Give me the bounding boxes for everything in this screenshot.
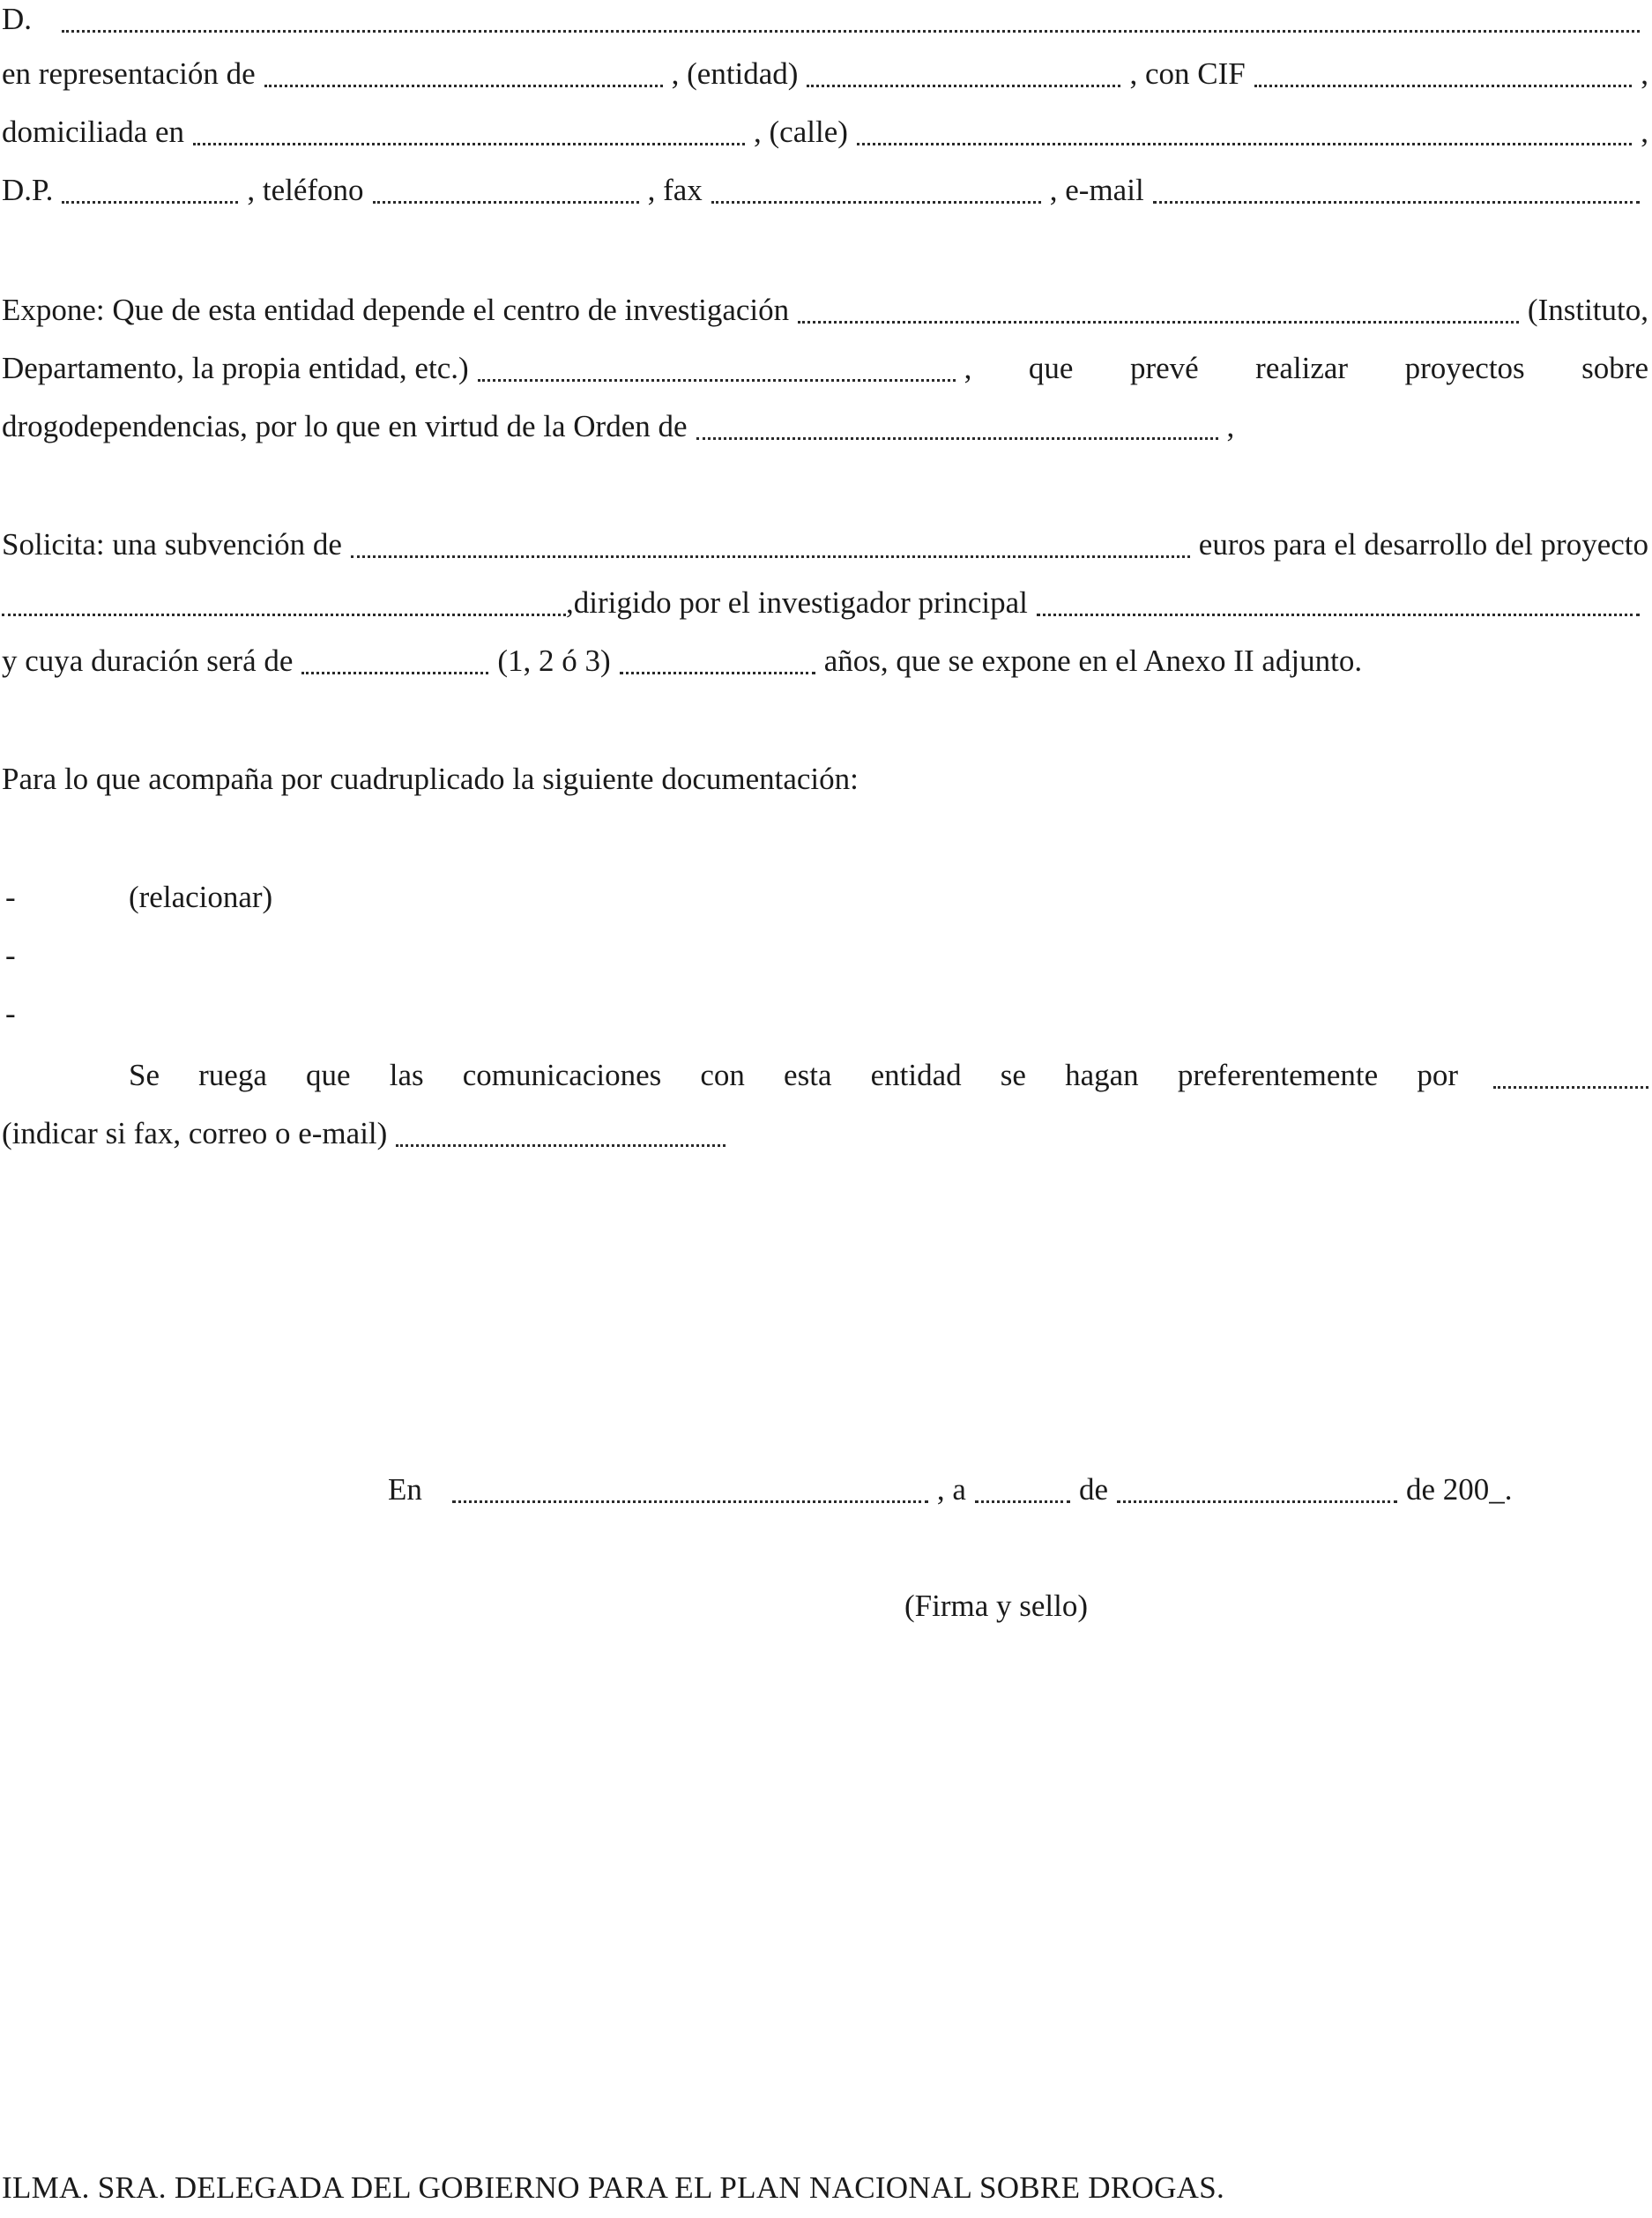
expone-line-1 xyxy=(2,291,1648,330)
date-de-label: de xyxy=(1078,1472,1108,1507)
representation-line xyxy=(2,55,1648,93)
documentation-item xyxy=(5,994,129,1033)
expone-text: Expone: Que de esta entidad depende el centro de investigación xyxy=(2,293,790,327)
address-line xyxy=(2,113,1648,152)
solicita-line-2 xyxy=(2,584,1648,622)
documentation-intro xyxy=(2,760,1648,799)
comunicaciones-line-2 xyxy=(2,1114,734,1153)
bullet-dash: - xyxy=(5,938,16,972)
comunicaciones-text: Se ruega que las comunicaciones con esta entidad se hagan preferentemente por xyxy=(129,1058,1458,1092)
solicita-line-3 xyxy=(2,642,1362,681)
line-end-comma: , xyxy=(1641,56,1648,91)
street-field[interactable] xyxy=(857,130,1632,145)
principal-investigator-field[interactable] xyxy=(1037,601,1640,616)
preferred-contact-field[interactable] xyxy=(1493,1074,1648,1089)
fax-field[interactable] xyxy=(711,189,1041,204)
place-field[interactable] xyxy=(452,1488,928,1503)
fax-label: , fax xyxy=(647,173,703,207)
solicita-line-1 xyxy=(2,525,1648,564)
signature-line xyxy=(904,1587,1088,1626)
expone-line-3 xyxy=(2,407,1234,446)
email-field[interactable] xyxy=(1153,189,1640,204)
representation-field[interactable] xyxy=(264,72,663,87)
documentation-item xyxy=(5,936,129,975)
expone-orden: drogodependencias, por lo que en virtud de la Orden de xyxy=(2,409,688,443)
signature-label: (Firma y sello) xyxy=(904,1589,1089,1623)
phone-field[interactable] xyxy=(373,189,639,204)
solicita-duracion: y cuya duración será de xyxy=(2,644,294,678)
month-field[interactable] xyxy=(1117,1488,1397,1503)
order-field[interactable] xyxy=(696,425,1218,440)
street-label: , (calle) xyxy=(754,115,848,149)
domicile-label: domiciliada en xyxy=(2,115,185,149)
contact-line xyxy=(2,171,1648,210)
expone-proyectos: , que prevé realizar proyectos sobre xyxy=(964,351,1648,385)
department-field[interactable] xyxy=(478,367,956,382)
postal-code-label: D.P. xyxy=(2,173,54,207)
documentation-intro-text: Para lo que acompaña por cuadruplicado la siguiente documentación: xyxy=(2,762,859,796)
comunicaciones-line-1 xyxy=(129,1056,1648,1095)
expone-line-2 xyxy=(2,349,1648,388)
solicita-anexo: años, que se expone en el Anexo II adjunto. xyxy=(823,644,1363,678)
duration-field[interactable] xyxy=(301,659,488,674)
postal-code-field[interactable] xyxy=(62,189,238,204)
representation-label: en representación de xyxy=(2,56,256,91)
bullet-dash: - xyxy=(5,880,16,914)
solicita-euros: euros para el desarrollo del proyecto xyxy=(1198,527,1648,562)
date-year-label: de 200_. xyxy=(1405,1472,1513,1507)
solicita-opciones: (1, 2 ó 3) xyxy=(497,644,611,678)
solicita-text: Solicita: una subvención de xyxy=(2,527,342,562)
entity-field[interactable] xyxy=(807,72,1120,87)
project-name-field[interactable] xyxy=(2,601,566,616)
solicita-investigador: ,dirigido por el investigador principal xyxy=(566,585,1028,620)
phone-label: , teléfono xyxy=(247,173,364,207)
bullet-dash: - xyxy=(5,996,16,1031)
day-field[interactable] xyxy=(975,1488,1070,1503)
expone-instituto: (Instituto, xyxy=(1527,293,1648,327)
expone-departamento: Departamento, la propia entidad, etc.) xyxy=(2,351,469,385)
cif-label: , con CIF xyxy=(1129,56,1246,91)
applicant-name-label: D. xyxy=(2,2,33,36)
email-label: , e-mail xyxy=(1049,173,1144,207)
expone-end-comma: , xyxy=(1226,409,1235,443)
domicile-field[interactable] xyxy=(193,130,745,145)
cif-field[interactable] xyxy=(1254,72,1633,87)
documentation-item-text[interactable]: (relacionar) xyxy=(129,880,273,914)
subsidy-amount-field[interactable] xyxy=(351,543,1190,558)
date-line xyxy=(388,1470,1513,1509)
entity-label: , (entidad) xyxy=(671,56,799,91)
applicant-name-field[interactable] xyxy=(62,18,1640,33)
date-a-label: , a xyxy=(936,1472,966,1507)
research-center-field[interactable] xyxy=(798,309,1519,324)
contact-method-field[interactable] xyxy=(396,1132,726,1147)
applicant-name-line xyxy=(2,0,1648,39)
documentation-item xyxy=(5,878,272,917)
line-end-comma: , xyxy=(1641,115,1648,149)
addressee-footer: ILMA. SRA. DELEGADA DEL GOBIERNO PARA EL PLAN NACIONAL SOBRE DROGAS. xyxy=(2,2170,1225,2205)
comunicaciones-indicar: (indicar si fax, correo o e-mail) xyxy=(2,1116,388,1150)
date-en-label: En xyxy=(388,1472,422,1507)
duration-years-field[interactable] xyxy=(620,659,815,674)
